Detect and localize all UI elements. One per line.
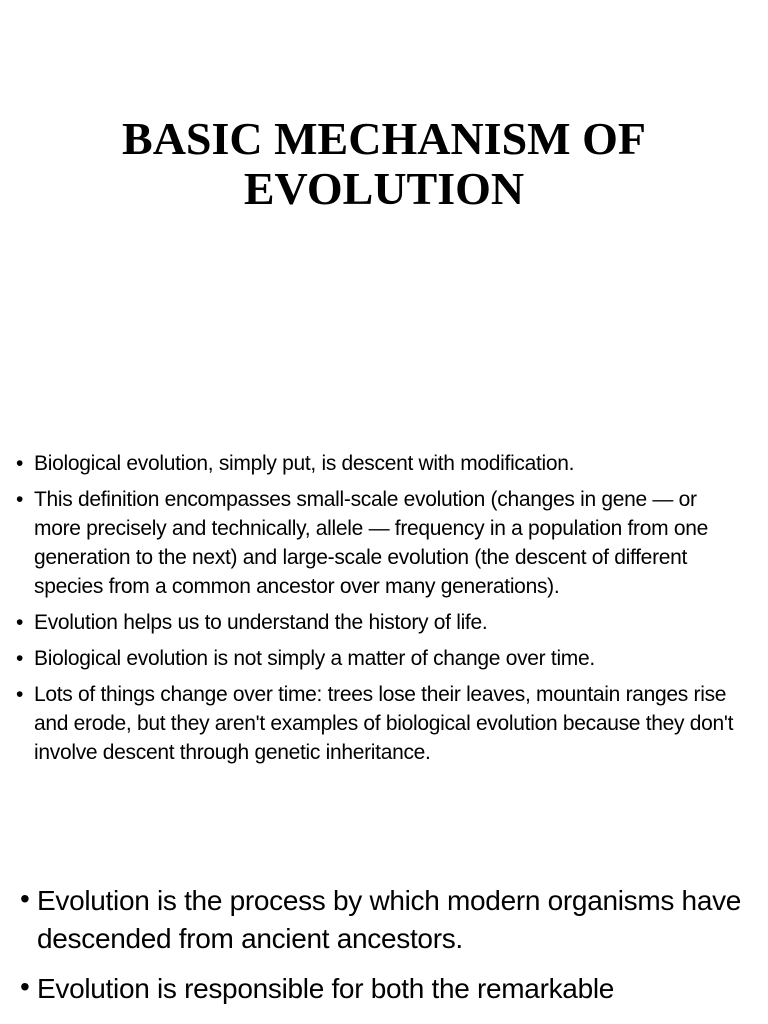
bullet-text: Biological evolution is not simply a matter of change over time. bbox=[34, 647, 595, 670]
bullet-list bbox=[16, 449, 746, 774]
large-bullet-list bbox=[20, 882, 760, 1020]
bullet-icon: • bbox=[20, 883, 30, 914]
bullet-text: Lots of things change over time: trees lose their leaves, mountain ranges rise and erode, but they aren't examples of biological evolution because they don't involve descent through genetic inheritance. bbox=[34, 683, 734, 764]
list-item bbox=[16, 608, 746, 637]
page-title: BASIC MECHANISM OF EVOLUTION bbox=[122, 113, 646, 214]
list-item bbox=[16, 485, 746, 601]
bullet-text: Evolution is responsible for both the remarkable bbox=[37, 973, 615, 1004]
bullet-icon: • bbox=[16, 611, 24, 634]
bullet-text: Biological evolution, simply put, is descent with modification. bbox=[34, 452, 575, 475]
bullet-icon: • bbox=[16, 647, 24, 670]
bullet-text: Evolution helps us to understand the history of life. bbox=[34, 611, 488, 634]
list-item bbox=[16, 644, 746, 673]
bullet-icon: • bbox=[16, 683, 24, 706]
bullet-icon: • bbox=[16, 488, 24, 511]
bullet-icon: • bbox=[20, 971, 30, 1002]
list-item bbox=[16, 680, 746, 767]
list-item bbox=[16, 449, 746, 478]
bullet-icon: • bbox=[16, 452, 24, 475]
bullet-text: This definition encompasses small-scale evolution (changes in gene — or more precisely and technically, allele — frequency in a population from one generation to the next) and large-scale evolution (the descent of different species from a common ancestor over many generations). bbox=[34, 488, 708, 598]
list-item bbox=[20, 882, 760, 958]
bullet-text: Evolution is the process by which modern organisms have descended from ancient ancestors. bbox=[37, 885, 742, 954]
list-item bbox=[20, 970, 760, 1008]
